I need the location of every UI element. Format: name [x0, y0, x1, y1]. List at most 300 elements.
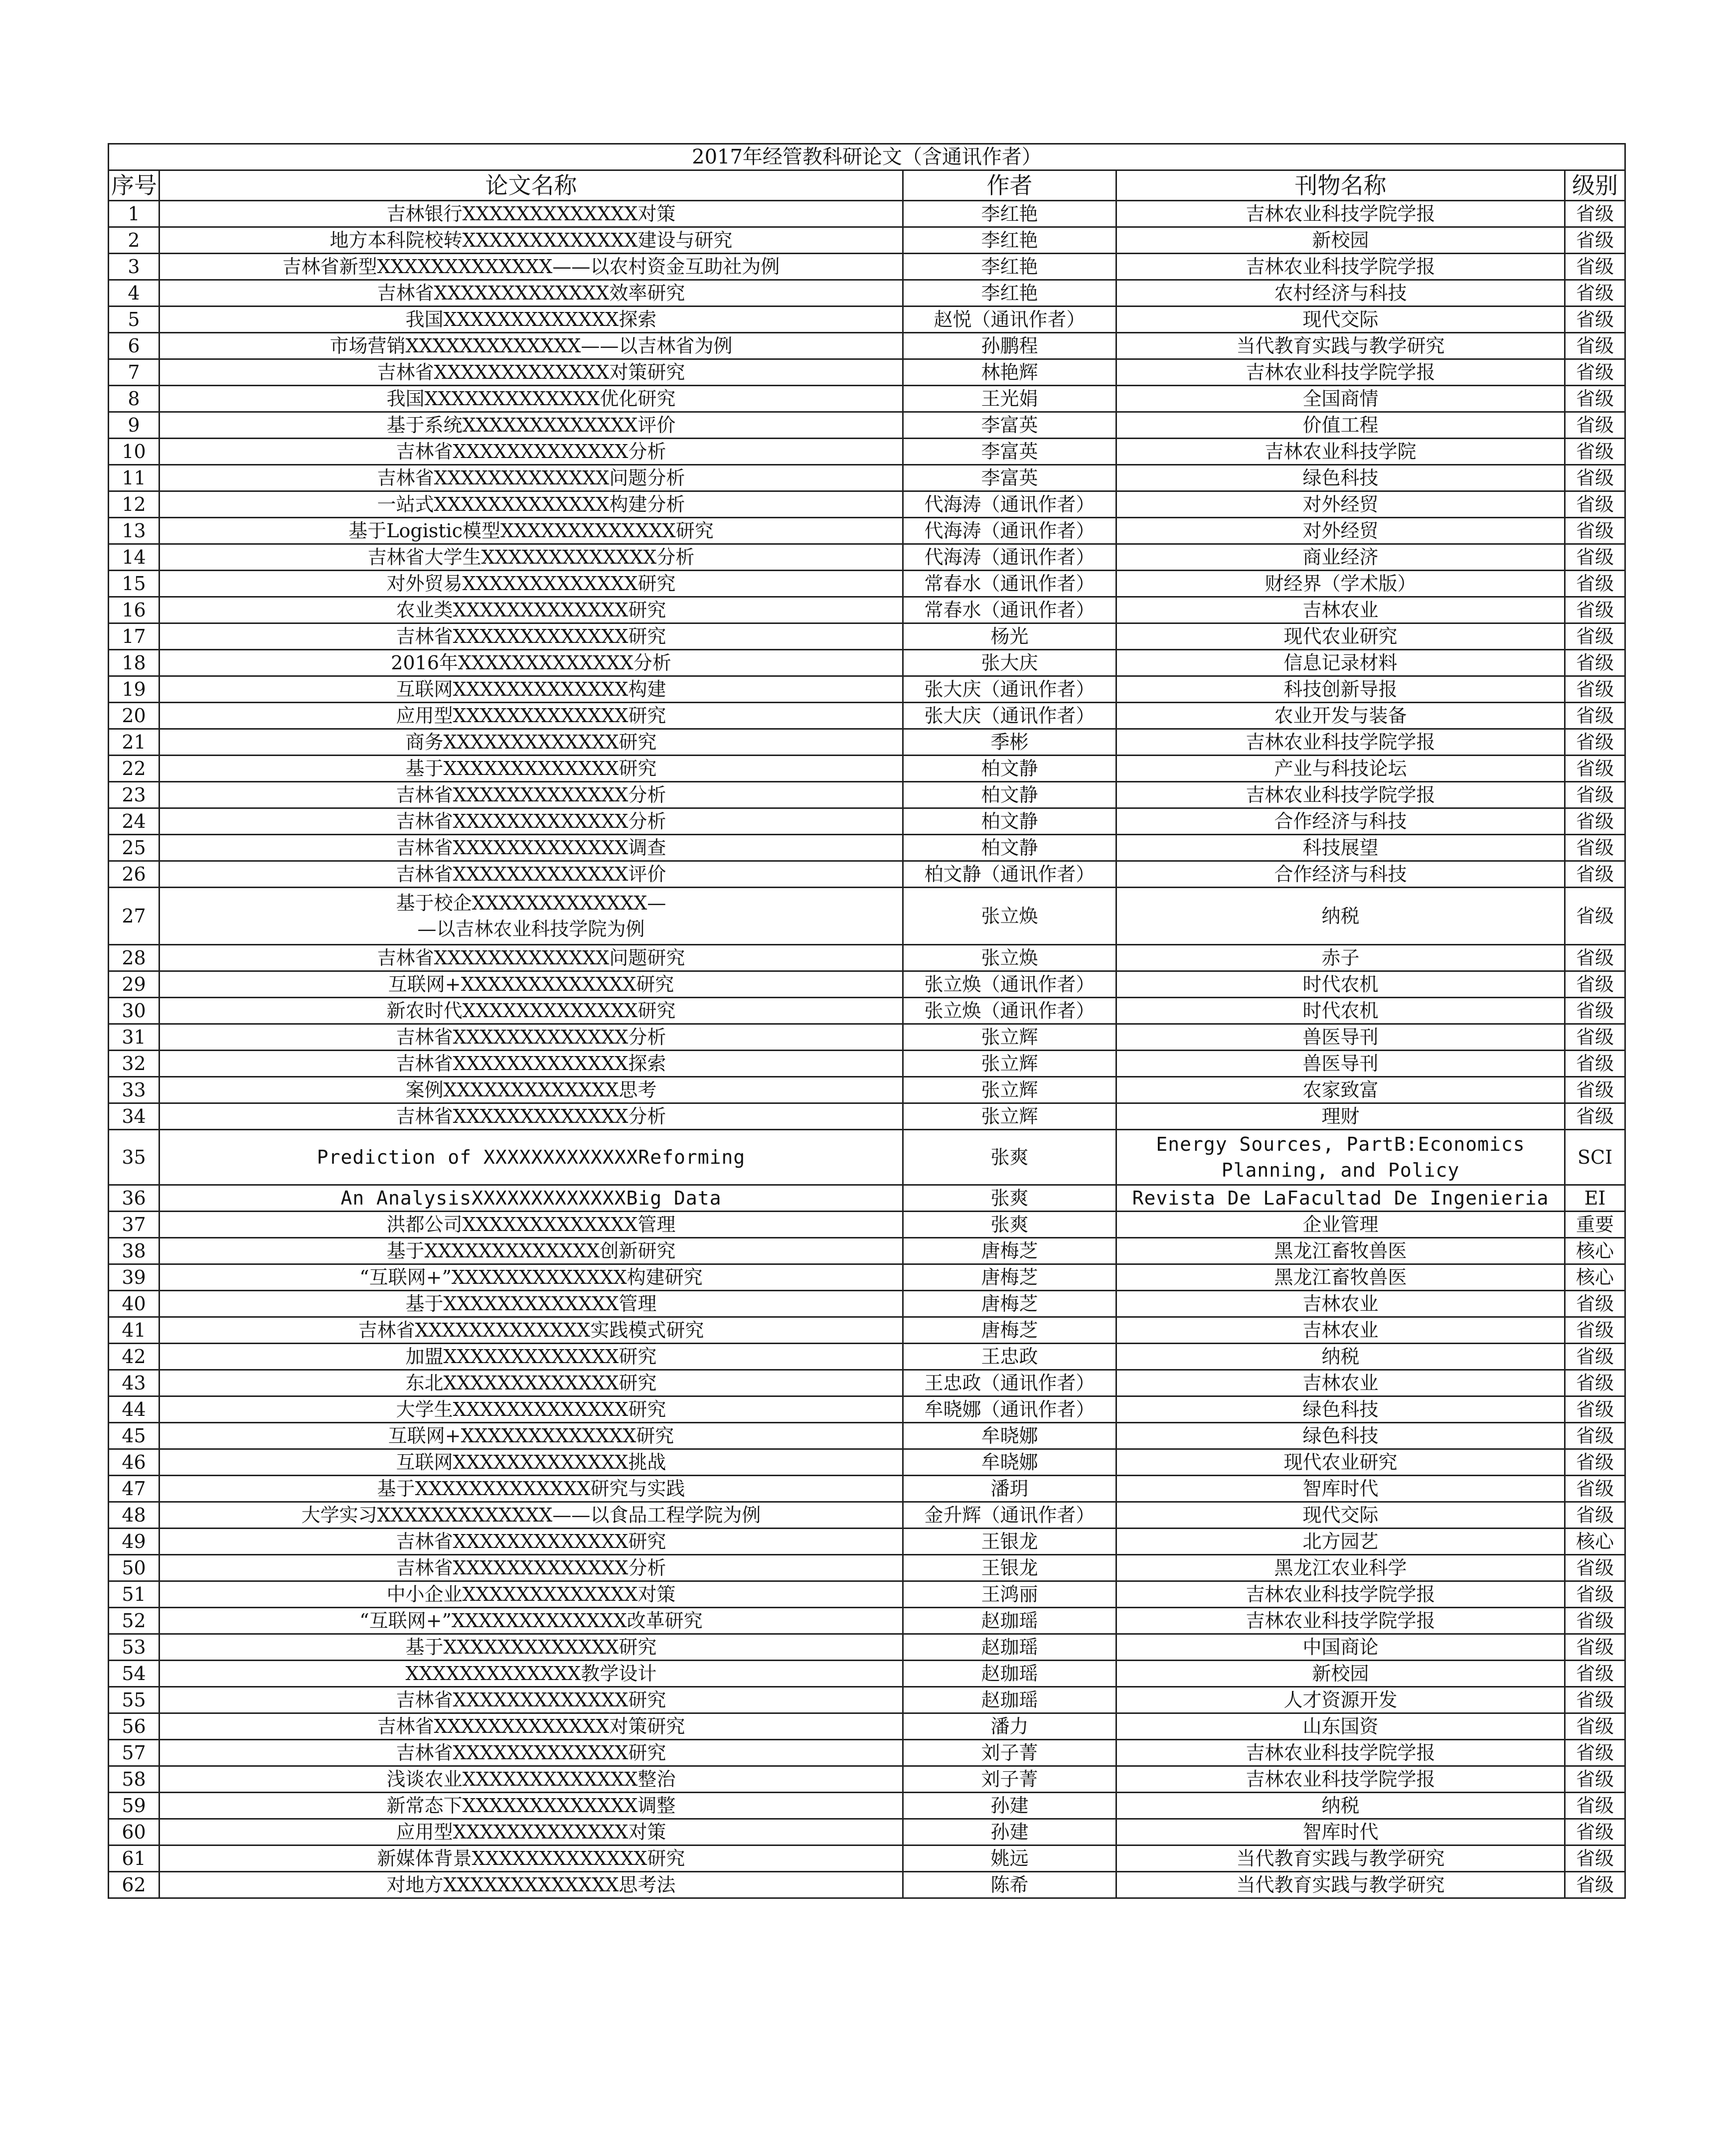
cell-index: 4 [109, 280, 159, 307]
cell-title: 吉林省XXXXXXXXXXXXX研究 [159, 1529, 903, 1555]
cell-level: 省级 [1565, 571, 1625, 597]
table-row [109, 756, 1625, 782]
cell-level: 省级 [1565, 1317, 1625, 1344]
cell-index: 42 [109, 1344, 159, 1370]
table-row [109, 1819, 1625, 1845]
cell-title: 农业类XXXXXXXXXXXXX研究 [159, 597, 903, 623]
cell-author: 陈希 [903, 1872, 1116, 1898]
cell-title: 浅谈农业XXXXXXXXXXXXX整治 [159, 1766, 903, 1793]
cell-level: 省级 [1565, 1872, 1625, 1898]
table-row [109, 703, 1625, 729]
cell-level: 省级 [1565, 1687, 1625, 1713]
table-row [109, 227, 1625, 254]
table-title: 2017年经管教科研论文（含通讯作者） [109, 144, 1625, 170]
cell-journal: 时代农机 [1116, 998, 1565, 1024]
cell-journal: 吉林农业科技学院学报 [1116, 1766, 1565, 1793]
table-row [109, 1555, 1625, 1581]
cell-journal: 理财 [1116, 1103, 1565, 1130]
cell-level: 省级 [1565, 1502, 1625, 1529]
cell-journal: 吉林农业 [1116, 1291, 1565, 1317]
cell-journal: 绿色科技 [1116, 1423, 1565, 1449]
cell-index: 59 [109, 1793, 159, 1819]
table-row [109, 439, 1625, 465]
cell-title: 吉林省大学生XXXXXXXXXXXXX分析 [159, 544, 903, 571]
table-row [109, 280, 1625, 307]
header-index: 序号 [109, 170, 159, 201]
table-row [109, 465, 1625, 491]
cell-author: 赵珈瑶 [903, 1608, 1116, 1634]
cell-journal: 纳税 [1116, 1344, 1565, 1370]
cell-title: 商务XXXXXXXXXXXXX研究 [159, 729, 903, 756]
cell-index: 60 [109, 1819, 159, 1845]
cell-journal: 农村经济与科技 [1116, 280, 1565, 307]
table-row [109, 1344, 1625, 1370]
cell-index: 28 [109, 945, 159, 971]
table-row [109, 491, 1625, 518]
table-row [109, 1449, 1625, 1476]
cell-level: 省级 [1565, 676, 1625, 703]
cell-index: 21 [109, 729, 159, 756]
table-row [109, 1661, 1625, 1687]
cell-level: 省级 [1565, 1024, 1625, 1051]
cell-journal: 中国商论 [1116, 1634, 1565, 1661]
table-row [109, 1793, 1625, 1819]
cell-author: 孙建 [903, 1793, 1116, 1819]
cell-index: 52 [109, 1608, 159, 1634]
cell-level: 省级 [1565, 1713, 1625, 1740]
cell-index: 27 [109, 888, 159, 945]
table-row [109, 1130, 1625, 1185]
cell-journal: 人才资源开发 [1116, 1687, 1565, 1713]
cell-journal: 农家致富 [1116, 1077, 1565, 1103]
cell-author: 王忠政 [903, 1344, 1116, 1370]
table-row [109, 1476, 1625, 1502]
cell-journal: 吉林农业 [1116, 1370, 1565, 1396]
cell-author: 张立焕 [903, 945, 1116, 971]
cell-title: 吉林省XXXXXXXXXXXXX分析 [159, 1103, 903, 1130]
cell-title: 大学生XXXXXXXXXXXXX研究 [159, 1396, 903, 1423]
cell-title: 吉林省XXXXXXXXXXXXX分析 [159, 1555, 903, 1581]
cell-author: 张爽 [903, 1185, 1116, 1212]
cell-index: 35 [109, 1130, 159, 1185]
cell-title: “互联网+”XXXXXXXXXXXXX改革研究 [159, 1608, 903, 1634]
cell-title: 基于XXXXXXXXXXXXX创新研究 [159, 1238, 903, 1264]
cell-journal: 现代交际 [1116, 307, 1565, 333]
cell-author: 刘子菁 [903, 1766, 1116, 1793]
table-row [109, 650, 1625, 676]
cell-index: 6 [109, 333, 159, 359]
cell-author: 赵珈瑶 [903, 1661, 1116, 1687]
cell-index: 18 [109, 650, 159, 676]
cell-journal: 现代农业研究 [1116, 623, 1565, 650]
cell-author: 李富英 [903, 465, 1116, 491]
cell-level: 省级 [1565, 333, 1625, 359]
cell-author: 王银龙 [903, 1529, 1116, 1555]
cell-index: 16 [109, 597, 159, 623]
cell-title: 吉林省XXXXXXXXXXXXX探索 [159, 1051, 903, 1077]
cell-journal: 北方园艺 [1116, 1529, 1565, 1555]
cell-index: 48 [109, 1502, 159, 1529]
cell-author: 潘力 [903, 1713, 1116, 1740]
cell-level: 省级 [1565, 1581, 1625, 1608]
cell-index: 44 [109, 1396, 159, 1423]
table-row [109, 1766, 1625, 1793]
cell-author: 张立辉 [903, 1024, 1116, 1051]
cell-title: 东北XXXXXXXXXXXXX研究 [159, 1370, 903, 1396]
cell-journal: 合作经济与科技 [1116, 861, 1565, 888]
cell-index: 40 [109, 1291, 159, 1317]
cell-index: 62 [109, 1872, 159, 1898]
cell-journal: 纳税 [1116, 1793, 1565, 1819]
cell-author: 金升辉（通讯作者） [903, 1502, 1116, 1529]
cell-journal: 商业经济 [1116, 544, 1565, 571]
cell-journal: 新校园 [1116, 227, 1565, 254]
table-row [109, 1185, 1625, 1212]
cell-title: 市场营销XXXXXXXXXXXXX——以吉林省为例 [159, 333, 903, 359]
cell-journal: 山东国资 [1116, 1713, 1565, 1740]
cell-journal: Energy Sources, PartB:Economics Planning, and Policy [1116, 1130, 1565, 1185]
cell-title: 吉林省XXXXXXXXXXXXX研究 [159, 1740, 903, 1766]
table-row [109, 861, 1625, 888]
cell-title: XXXXXXXXXXXXX教学设计 [159, 1661, 903, 1687]
cell-index: 50 [109, 1555, 159, 1581]
cell-index: 29 [109, 971, 159, 998]
cell-author: 张立焕 [903, 888, 1116, 945]
cell-index: 39 [109, 1264, 159, 1291]
cell-index: 58 [109, 1766, 159, 1793]
cell-index: 12 [109, 491, 159, 518]
cell-title: 应用型XXXXXXXXXXXXX研究 [159, 703, 903, 729]
cell-title: 2016年XXXXXXXXXXXXX分析 [159, 650, 903, 676]
cell-index: 46 [109, 1449, 159, 1476]
cell-author: 张大庆 [903, 650, 1116, 676]
cell-author: 张立焕（通讯作者） [903, 998, 1116, 1024]
cell-author: 唐梅芝 [903, 1264, 1116, 1291]
cell-level: 核心 [1565, 1264, 1625, 1291]
table-row [109, 1291, 1625, 1317]
table-row [109, 808, 1625, 835]
cell-index: 17 [109, 623, 159, 650]
table-row [109, 1581, 1625, 1608]
cell-title: 案例XXXXXXXXXXXXX思考 [159, 1077, 903, 1103]
cell-journal: 全国商情 [1116, 386, 1565, 412]
cell-author: 王光娟 [903, 386, 1116, 412]
cell-author: 代海涛（通讯作者） [903, 518, 1116, 544]
cell-title: 基于Logistic模型XXXXXXXXXXXXX研究 [159, 518, 903, 544]
table-row [109, 1713, 1625, 1740]
cell-author: 李红艳 [903, 201, 1116, 227]
table-row [109, 333, 1625, 359]
cell-level: 省级 [1565, 1661, 1625, 1687]
cell-index: 3 [109, 254, 159, 280]
cell-index: 38 [109, 1238, 159, 1264]
cell-author: 李富英 [903, 439, 1116, 465]
cell-level: 省级 [1565, 1370, 1625, 1396]
header-level: 级别 [1565, 170, 1625, 201]
papers-table [108, 143, 1626, 1899]
table-row [109, 1845, 1625, 1872]
table-row [109, 386, 1625, 412]
cell-journal: 吉林农业科技学院 [1116, 439, 1565, 465]
cell-journal: 对外经贸 [1116, 491, 1565, 518]
cell-author: 唐梅芝 [903, 1238, 1116, 1264]
cell-journal: 兽医导刊 [1116, 1024, 1565, 1051]
cell-author: 刘子菁 [903, 1740, 1116, 1766]
cell-level: 省级 [1565, 1819, 1625, 1845]
cell-level: 省级 [1565, 465, 1625, 491]
cell-index: 15 [109, 571, 159, 597]
cell-level: 省级 [1565, 1051, 1625, 1077]
cell-title: 吉林银行XXXXXXXXXXXXX对策 [159, 201, 903, 227]
cell-index: 61 [109, 1845, 159, 1872]
table-row [109, 623, 1625, 650]
cell-index: 26 [109, 861, 159, 888]
cell-author: 牟晓娜 [903, 1449, 1116, 1476]
cell-index: 19 [109, 676, 159, 703]
cell-title: 互联网+XXXXXXXXXXXXX研究 [159, 1423, 903, 1449]
cell-author: 代海涛（通讯作者） [903, 544, 1116, 571]
cell-index: 57 [109, 1740, 159, 1766]
cell-journal: 赤子 [1116, 945, 1565, 971]
cell-index: 11 [109, 465, 159, 491]
cell-index: 34 [109, 1103, 159, 1130]
cell-index: 10 [109, 439, 159, 465]
cell-level: 核心 [1565, 1238, 1625, 1264]
cell-author: 张立焕（通讯作者） [903, 971, 1116, 998]
cell-journal: 财经界（学术版） [1116, 571, 1565, 597]
cell-author: 李红艳 [903, 280, 1116, 307]
cell-title: 加盟XXXXXXXXXXXXX研究 [159, 1344, 903, 1370]
cell-journal: 纳税 [1116, 888, 1565, 945]
cell-title: 基于XXXXXXXXXXXXX管理 [159, 1291, 903, 1317]
cell-level: 核心 [1565, 1529, 1625, 1555]
cell-title: 应用型XXXXXXXXXXXXX对策 [159, 1819, 903, 1845]
cell-author: 王银龙 [903, 1555, 1116, 1581]
cell-author: 孙鹏程 [903, 333, 1116, 359]
cell-journal: 智库时代 [1116, 1819, 1565, 1845]
cell-index: 56 [109, 1713, 159, 1740]
header-journal: 刊物名称 [1116, 170, 1565, 201]
table-row [109, 1608, 1625, 1634]
cell-level: 省级 [1565, 412, 1625, 439]
cell-level: 省级 [1565, 280, 1625, 307]
cell-index: 7 [109, 359, 159, 386]
cell-author: 王鸿丽 [903, 1581, 1116, 1608]
table-row [109, 359, 1625, 386]
cell-journal: 吉林农业 [1116, 597, 1565, 623]
table-row [109, 1634, 1625, 1661]
cell-title: 吉林省XXXXXXXXXXXXX问题分析 [159, 465, 903, 491]
cell-journal: 对外经贸 [1116, 518, 1565, 544]
cell-author: 常春水（通讯作者） [903, 597, 1116, 623]
cell-index: 51 [109, 1581, 159, 1608]
cell-title: 吉林省XXXXXXXXXXXXX调查 [159, 835, 903, 861]
table-row [109, 729, 1625, 756]
table-row [109, 1051, 1625, 1077]
cell-author: 唐梅芝 [903, 1317, 1116, 1344]
cell-author: 柏文静 [903, 808, 1116, 835]
cell-author: 张爽 [903, 1212, 1116, 1238]
cell-title: 吉林省XXXXXXXXXXXXX评价 [159, 861, 903, 888]
cell-author: 张爽 [903, 1130, 1116, 1185]
cell-level: 省级 [1565, 1740, 1625, 1766]
cell-level: 省级 [1565, 971, 1625, 998]
cell-index: 22 [109, 756, 159, 782]
table-row [109, 676, 1625, 703]
table-row [109, 571, 1625, 597]
cell-author: 赵悦（通讯作者） [903, 307, 1116, 333]
cell-index: 8 [109, 386, 159, 412]
cell-title: 基于系统XXXXXXXXXXXXX评价 [159, 412, 903, 439]
cell-title: 吉林省XXXXXXXXXXXXX分析 [159, 782, 903, 808]
cell-author: 柏文静 [903, 782, 1116, 808]
cell-journal: 绿色科技 [1116, 1396, 1565, 1423]
table-row [109, 518, 1625, 544]
cell-author: 李红艳 [903, 227, 1116, 254]
cell-level: 重要 [1565, 1212, 1625, 1238]
cell-journal: 科技展望 [1116, 835, 1565, 861]
cell-index: 37 [109, 1212, 159, 1238]
cell-level: SCI [1565, 1130, 1625, 1185]
cell-level: 省级 [1565, 1845, 1625, 1872]
table-row [109, 1423, 1625, 1449]
cell-level: 省级 [1565, 1793, 1625, 1819]
cell-level: 省级 [1565, 945, 1625, 971]
table-row [109, 1502, 1625, 1529]
cell-journal: 合作经济与科技 [1116, 808, 1565, 835]
cell-index: 1 [109, 201, 159, 227]
cell-author: 张立辉 [903, 1103, 1116, 1130]
table-row [109, 782, 1625, 808]
cell-journal: 吉林农业科技学院学报 [1116, 782, 1565, 808]
cell-journal: 现代交际 [1116, 1502, 1565, 1529]
cell-level: 省级 [1565, 201, 1625, 227]
cell-title: 我国XXXXXXXXXXXXX探索 [159, 307, 903, 333]
cell-level: 省级 [1565, 1555, 1625, 1581]
cell-journal: 吉林农业科技学院学报 [1116, 1608, 1565, 1634]
cell-journal: 黑龙江农业科学 [1116, 1555, 1565, 1581]
cell-author: 赵珈瑶 [903, 1634, 1116, 1661]
cell-author: 牟晓娜 [903, 1423, 1116, 1449]
table-row [109, 307, 1625, 333]
cell-title: 我国XXXXXXXXXXXXX优化研究 [159, 386, 903, 412]
cell-journal: 吉林农业科技学院学报 [1116, 1581, 1565, 1608]
cell-level: 省级 [1565, 1396, 1625, 1423]
cell-level: 省级 [1565, 1608, 1625, 1634]
cell-index: 23 [109, 782, 159, 808]
header-row [109, 170, 1625, 201]
cell-index: 2 [109, 227, 159, 254]
cell-index: 47 [109, 1476, 159, 1502]
cell-index: 54 [109, 1661, 159, 1687]
table-row [109, 1872, 1625, 1898]
cell-title: 对地方XXXXXXXXXXXXX思考法 [159, 1872, 903, 1898]
cell-title: 基于XXXXXXXXXXXXX研究与实践 [159, 1476, 903, 1502]
cell-level: 省级 [1565, 359, 1625, 386]
cell-level: 省级 [1565, 307, 1625, 333]
cell-journal: 当代教育实践与教学研究 [1116, 1872, 1565, 1898]
cell-index: 20 [109, 703, 159, 729]
cell-journal: 吉林农业科技学院学报 [1116, 201, 1565, 227]
cell-author: 季彬 [903, 729, 1116, 756]
cell-index: 14 [109, 544, 159, 571]
cell-title: 吉林省XXXXXXXXXXXXX对策研究 [159, 1713, 903, 1740]
cell-author: 代海涛（通讯作者） [903, 491, 1116, 518]
cell-level: EI [1565, 1185, 1625, 1212]
cell-author: 姚远 [903, 1845, 1116, 1872]
cell-title: 新常态下XXXXXXXXXXXXX调整 [159, 1793, 903, 1819]
cell-title: 新媒体背景XXXXXXXXXXXXX研究 [159, 1845, 903, 1872]
cell-title: 吉林省XXXXXXXXXXXXX问题研究 [159, 945, 903, 971]
cell-title: 地方本科院校转XXXXXXXXXXXXX建设与研究 [159, 227, 903, 254]
cell-title: 对外贸易XXXXXXXXXXXXX研究 [159, 571, 903, 597]
cell-level: 省级 [1565, 491, 1625, 518]
cell-index: 31 [109, 1024, 159, 1051]
cell-journal: 吉林农业科技学院学报 [1116, 359, 1565, 386]
cell-index: 5 [109, 307, 159, 333]
header-author: 作者 [903, 170, 1116, 201]
cell-level: 省级 [1565, 623, 1625, 650]
cell-author: 李红艳 [903, 254, 1116, 280]
cell-level: 省级 [1565, 227, 1625, 254]
cell-author: 张立辉 [903, 1077, 1116, 1103]
cell-journal: Revista De LaFacultad De Ingenieria [1116, 1185, 1565, 1212]
cell-index: 41 [109, 1317, 159, 1344]
cell-journal: 当代教育实践与教学研究 [1116, 1845, 1565, 1872]
cell-level: 省级 [1565, 254, 1625, 280]
cell-author: 柏文静 [903, 756, 1116, 782]
cell-level: 省级 [1565, 835, 1625, 861]
cell-author: 杨光 [903, 623, 1116, 650]
table-row [109, 597, 1625, 623]
cell-title: 吉林省XXXXXXXXXXXXX分析 [159, 1024, 903, 1051]
cell-title: 吉林省XXXXXXXXXXXXX效率研究 [159, 280, 903, 307]
table-row [109, 1238, 1625, 1264]
cell-title: 吉林省XXXXXXXXXXXXX研究 [159, 1687, 903, 1713]
cell-title: “互联网+”XXXXXXXXXXXXX构建研究 [159, 1264, 903, 1291]
cell-title: 新农时代XXXXXXXXXXXXX研究 [159, 998, 903, 1024]
cell-level: 省级 [1565, 518, 1625, 544]
cell-level: 省级 [1565, 1476, 1625, 1502]
cell-author: 孙建 [903, 1819, 1116, 1845]
cell-journal: 兽医导刊 [1116, 1051, 1565, 1077]
table-row [109, 1687, 1625, 1713]
cell-level: 省级 [1565, 1766, 1625, 1793]
cell-author: 常春水（通讯作者） [903, 571, 1116, 597]
table-row [109, 1264, 1625, 1291]
cell-level: 省级 [1565, 1077, 1625, 1103]
cell-journal: 当代教育实践与教学研究 [1116, 333, 1565, 359]
cell-index: 45 [109, 1423, 159, 1449]
table-row [109, 888, 1625, 945]
table-row [109, 1396, 1625, 1423]
cell-level: 省级 [1565, 729, 1625, 756]
cell-level: 省级 [1565, 1344, 1625, 1370]
cell-title: 互联网XXXXXXXXXXXXX构建 [159, 676, 903, 703]
cell-title: 互联网XXXXXXXXXXXXX挑战 [159, 1449, 903, 1476]
cell-index: 33 [109, 1077, 159, 1103]
cell-title: 洪都公司XXXXXXXXXXXXX管理 [159, 1212, 903, 1238]
cell-title: 基于XXXXXXXXXXXXX研究 [159, 756, 903, 782]
cell-journal: 吉林农业科技学院学报 [1116, 729, 1565, 756]
cell-level: 省级 [1565, 756, 1625, 782]
table-row [109, 1103, 1625, 1130]
cell-journal: 时代农机 [1116, 971, 1565, 998]
table-row [109, 971, 1625, 998]
cell-author: 唐梅芝 [903, 1291, 1116, 1317]
table-row [109, 1317, 1625, 1344]
table-row [109, 1529, 1625, 1555]
